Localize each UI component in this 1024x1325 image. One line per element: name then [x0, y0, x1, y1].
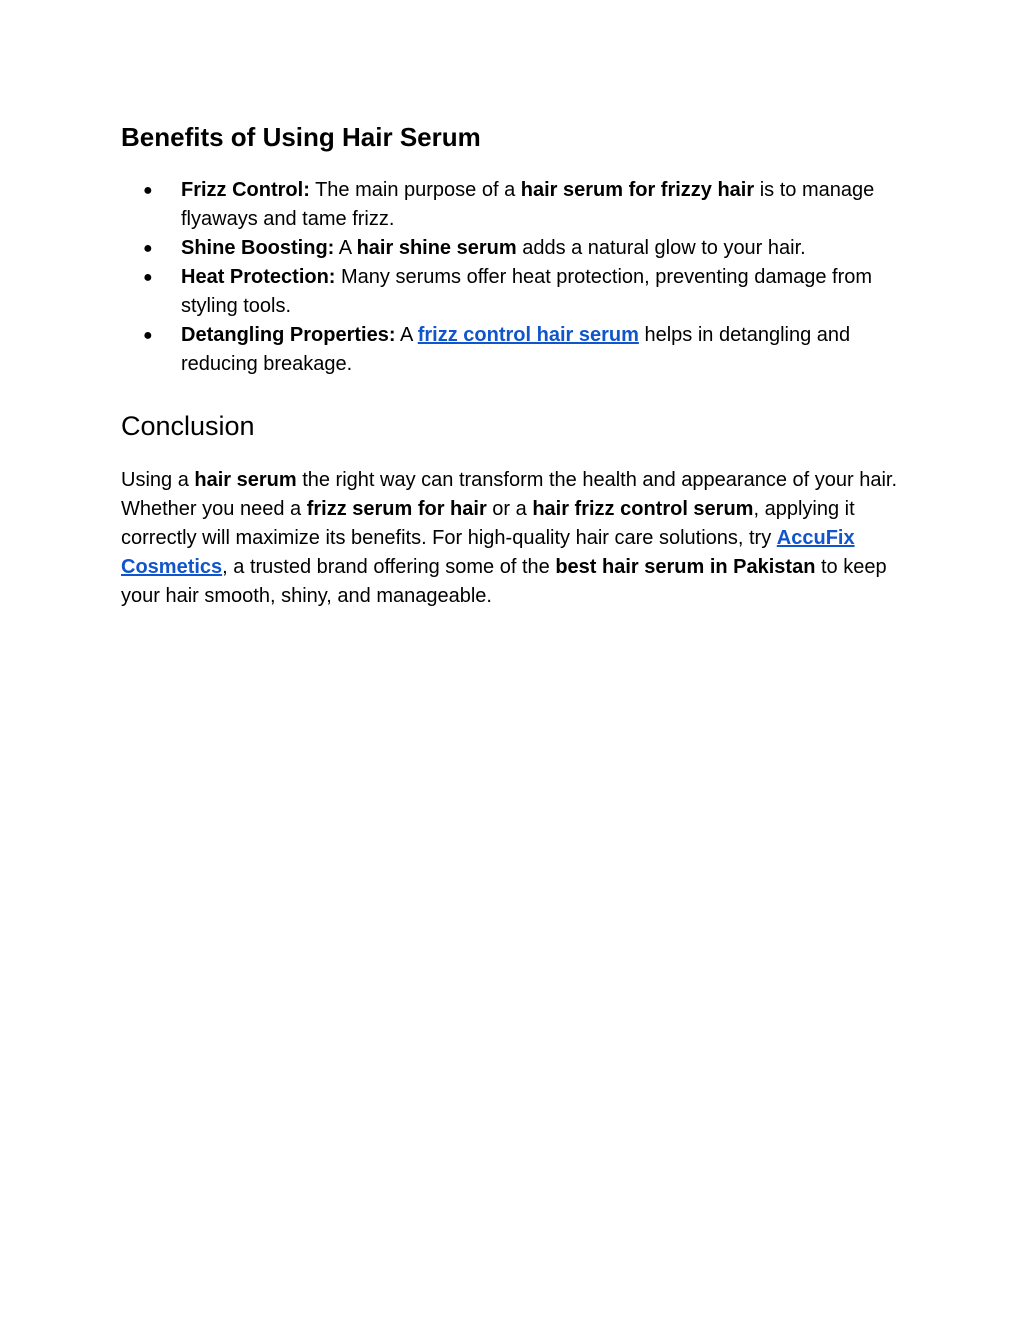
item-text: helps in detangling and reducing breakage. [181, 324, 851, 375]
item-keyword: hair serum for frizzy hair [520, 179, 755, 201]
paragraph-keyword: hair frizz control serum [532, 498, 754, 520]
paragraph-keyword: hair serum [194, 469, 297, 491]
bullet-icon: ● [143, 269, 153, 286]
paragraph-text: the right way can transform the health and appearance of your hair. Whether you need a [121, 469, 898, 520]
list-item-detangling-properties [121, 321, 911, 379]
paragraph-text: Using a [121, 469, 195, 491]
item-text: A [395, 324, 418, 346]
item-title: Frizz Control: [181, 179, 310, 201]
item-text: is to manage flyaways and tame frizz. [181, 179, 875, 230]
item-text: adds a natural glow to your hair. [516, 237, 806, 259]
benefits-list [121, 176, 911, 379]
item-text: A [334, 237, 357, 259]
bullet-icon: ● [143, 240, 153, 257]
item-text: The main purpose of a [309, 179, 521, 201]
benefits-heading: Benefits of Using Hair Serum [121, 122, 481, 152]
paragraph-keyword: frizz serum for hair [306, 498, 487, 520]
item-text: Many serums offer heat protection, preventing damage from styling tools. [181, 266, 873, 317]
list-item-heat-protection [121, 263, 911, 321]
bullet-icon: ● [143, 182, 153, 199]
list-item-frizz-control [121, 176, 911, 234]
paragraph-text: , applying it correctly will maximize its benefits. For high-quality hair care solutions, try [121, 498, 855, 549]
paragraph-text: to keep your hair smooth, shiny, and manageable. [121, 556, 887, 607]
item-keyword: hair shine serum [356, 237, 517, 259]
item-title: Detangling Properties: [181, 324, 396, 346]
accufix-cosmetics-link[interactable]: AccuFix Cosmetics [121, 527, 855, 578]
frizz-control-hair-serum-link[interactable]: frizz control hair serum [417, 324, 639, 346]
paragraph-text: or a [486, 498, 533, 520]
paragraph-keyword: best hair serum in Pakistan [555, 556, 816, 578]
bullet-icon: ● [143, 327, 153, 344]
item-title: Shine Boosting: [181, 237, 335, 259]
item-title: Heat Protection: [181, 266, 336, 288]
conclusion-heading: Conclusion [121, 411, 255, 441]
conclusion-paragraph [121, 466, 911, 611]
paragraph-text: , a trusted brand offering some of the [222, 556, 556, 578]
list-item-shine-boosting [121, 234, 911, 263]
